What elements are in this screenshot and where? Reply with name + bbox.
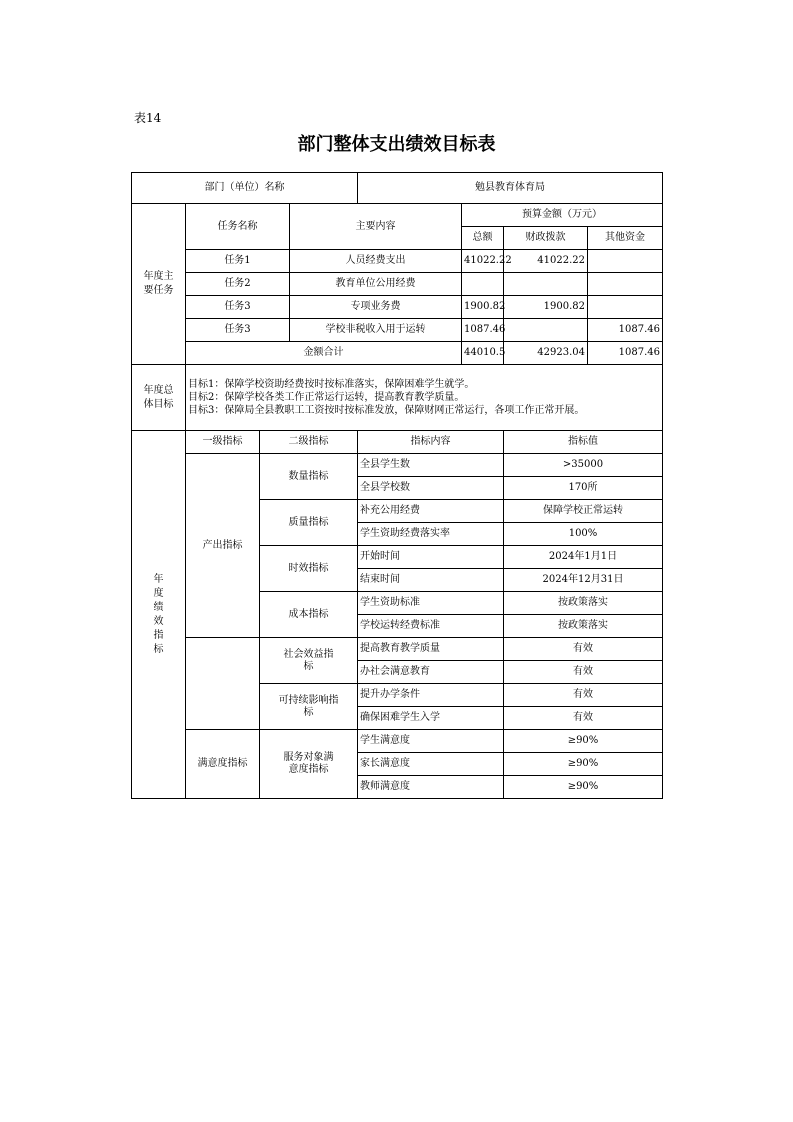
task-fiscal <box>504 273 588 296</box>
service-satisfaction-label: 服务对象满意度指标 <box>260 730 358 799</box>
goal-item: 目标3：保障局全县教职工工资按时按标准发放，保障财网正常运行，各项工作正常开展。 <box>188 405 585 416</box>
sustain-indicator-label: 可持续影响指标 <box>260 684 358 730</box>
indicator-value: 有效 <box>504 707 663 730</box>
table-row <box>132 730 663 753</box>
indicator-content: 学生满意度 <box>358 730 504 753</box>
satisfaction-indicator-label: 满意度指标 <box>186 730 260 799</box>
sum-fiscal: 42923.04 <box>504 342 588 365</box>
goals-section-label: 年度总体目标 <box>132 365 186 431</box>
table-row <box>132 638 663 661</box>
task-total: 1087.46 <box>462 319 504 342</box>
sum-total: 44010.5 <box>462 342 504 365</box>
task-total <box>462 273 504 296</box>
task-content: 专项业务费 <box>290 296 462 319</box>
task-content: 教育单位公用经费 <box>290 273 462 296</box>
time-indicator-label: 时效指标 <box>260 546 358 592</box>
indicators-header-row <box>132 431 663 454</box>
indicator-content: 办社会满意教育 <box>358 661 504 684</box>
indicator-value: >35000 <box>504 454 663 477</box>
goals-content <box>186 365 663 431</box>
indicator-content: 教师满意度 <box>358 776 504 799</box>
table-row <box>132 273 663 296</box>
task-name: 任务3 <box>186 296 290 319</box>
goals-row <box>132 365 663 431</box>
task-content: 学校非税收入用于运转 <box>290 319 462 342</box>
tasks-header-row <box>132 204 663 227</box>
col-main-content: 主要内容 <box>290 204 462 250</box>
indicator-value: 2024年1月1日 <box>504 546 663 569</box>
task-other <box>588 250 663 273</box>
sum-label: 金额合计 <box>186 342 462 365</box>
dept-row <box>132 173 663 204</box>
indicator-content: 确保困难学生入学 <box>358 707 504 730</box>
task-content: 人员经费支出 <box>290 250 462 273</box>
indicator-value: 有效 <box>504 661 663 684</box>
indicator-value: 保障学校正常运转 <box>504 500 663 523</box>
col-indicator-value: 指标值 <box>504 431 663 454</box>
table-row <box>132 250 663 273</box>
col-level1: 一级指标 <box>186 431 260 454</box>
col-total: 总额 <box>462 227 504 250</box>
indicator-content: 提高教育教学质量 <box>358 638 504 661</box>
table-row <box>132 296 663 319</box>
task-other: 1087.46 <box>588 319 663 342</box>
table-number-label: 表14 <box>134 111 162 125</box>
indicator-value: 按政策落实 <box>504 615 663 638</box>
indicator-value: 170所 <box>504 477 663 500</box>
indicator-content: 学生资助标准 <box>358 592 504 615</box>
task-other <box>588 296 663 319</box>
indicator-value: ≥90% <box>504 730 663 753</box>
indicator-content: 补充公用经费 <box>358 500 504 523</box>
indicator-value: ≥90% <box>504 776 663 799</box>
document-title: 部门整体支出绩效目标表 <box>297 134 496 155</box>
indicator-value: ≥90% <box>504 753 663 776</box>
task-total: 1900.82 <box>462 296 504 319</box>
indicator-content: 开始时间 <box>358 546 504 569</box>
indicator-value: 有效 <box>504 638 663 661</box>
col-level2: 二级指标 <box>260 431 358 454</box>
task-name: 任务3 <box>186 319 290 342</box>
indicator-content: 提升办学条件 <box>358 684 504 707</box>
output-indicator-label: 产出指标 <box>186 454 260 638</box>
dept-name: 勉县教育体育局 <box>358 173 663 204</box>
goal-item: 目标1：保障学校资助经费按时按标准落实，保障困难学生就学。 <box>188 379 475 390</box>
quantity-indicator-label: 数量指标 <box>260 454 358 500</box>
indicator-content: 结束时间 <box>358 569 504 592</box>
indicator-content: 学校运转经费标准 <box>358 615 504 638</box>
indicator-value: 按政策落实 <box>504 592 663 615</box>
sum-other: 1087.46 <box>588 342 663 365</box>
indicator-value: 100% <box>504 523 663 546</box>
task-fiscal: 41022.22 <box>504 250 588 273</box>
indicators-section-label: 年度绩效指标 <box>132 431 186 799</box>
col-fiscal: 财政拨款 <box>504 227 588 250</box>
indicator-content: 全县学生数 <box>358 454 504 477</box>
quality-indicator-label: 质量指标 <box>260 500 358 546</box>
performance-goal-table <box>131 172 663 799</box>
cost-indicator-label: 成本指标 <box>260 592 358 638</box>
col-task-name: 任务名称 <box>186 204 290 250</box>
task-total: 41022.22 <box>462 250 504 273</box>
effect-indicator-label <box>186 638 260 730</box>
sum-row <box>132 342 663 365</box>
task-name: 任务1 <box>186 250 290 273</box>
task-other <box>588 273 663 296</box>
indicator-content: 家长满意度 <box>358 753 504 776</box>
col-budget: 预算金额（万元） <box>462 204 663 227</box>
table-row <box>132 454 663 477</box>
task-fiscal: 1900.82 <box>504 296 588 319</box>
goal-item: 目标2：保障学校各类工作正常运行运转，提高教育教学质量。 <box>188 392 465 403</box>
col-other: 其他资金 <box>588 227 663 250</box>
social-indicator-label: 社会效益指标 <box>260 638 358 684</box>
tasks-section-label: 年度主要任务 <box>132 204 186 365</box>
indicator-value: 有效 <box>504 684 663 707</box>
task-fiscal <box>504 319 588 342</box>
indicator-content: 全县学校数 <box>358 477 504 500</box>
indicator-content: 学生资助经费落实率 <box>358 523 504 546</box>
task-name: 任务2 <box>186 273 290 296</box>
table-row <box>132 319 663 342</box>
indicator-value: 2024年12月31日 <box>504 569 663 592</box>
dept-label: 部门（单位）名称 <box>132 173 358 204</box>
col-indicator-content: 指标内容 <box>358 431 504 454</box>
